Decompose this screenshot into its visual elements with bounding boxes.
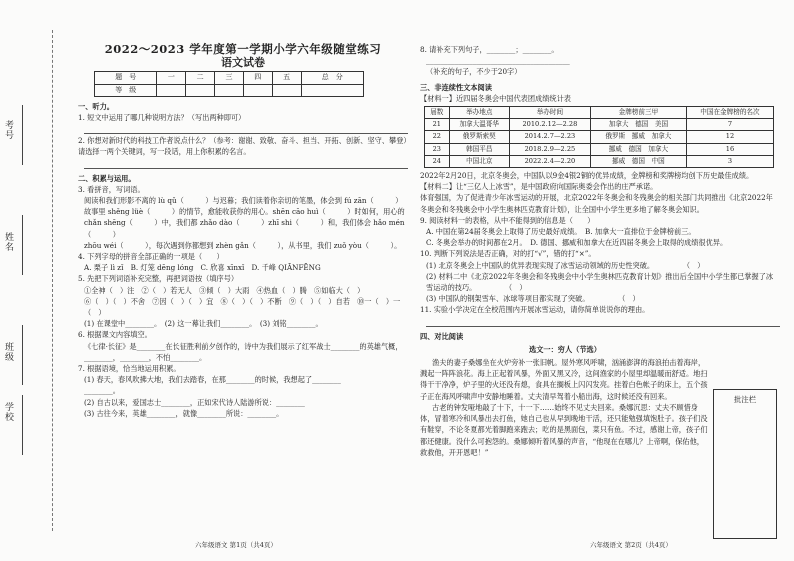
grade-cell[interactable] xyxy=(186,84,215,96)
question-10-item: (1) 北京冬奥会上中国队的优异表现实现了冰雪运动领域的历史性突破。 （ ） xyxy=(426,260,705,270)
question-5: 5. 先把下列词语补充完整，再把词语按（填序号） xyxy=(78,274,239,284)
table-header: 中国在金牌榜的名次 xyxy=(686,107,773,119)
question-9: 9. 阅读材料一的表格，从中不能得到的信息是（ ） xyxy=(420,215,595,225)
annotation-label: 批注栏 xyxy=(733,395,757,404)
table-cell: 24 xyxy=(425,155,450,167)
table-cell: 22 xyxy=(425,131,450,143)
question-10-item: (3) 中国队的钢架雪车、冰球等项目都实现了突破。 （ ） xyxy=(426,294,640,304)
table-cell: 23 xyxy=(425,143,450,155)
section-accumulation: 二、积累与运用。 xyxy=(78,173,136,183)
exam-title: 2022～2023 学年度第一学期小学六年级随堂练习 xyxy=(104,42,382,56)
paragraph-result: 2022年2月20日，北京冬奥会，中国队以9金4银2铜的优异成绩，金牌榜和奖牌榜均创下历史最佳成绩。 xyxy=(420,171,754,181)
page-footer-right: 六年级语文 第2页（共4页） xyxy=(590,541,672,549)
question-2: 2. 你想对新时代的科技工作者说点什么？（参考：谢谢、致敬、奋斗、担当、开拓、创新、坚守、攀登）请选择一两个关键词，写一段话，用上你积累的名言。 xyxy=(78,136,407,157)
question-7-text: (3) 古往今来，英雄________，就像________所说：________。 xyxy=(84,408,284,418)
question-10: 10. 判断下列说法是否正确，对的打“√”，错的打“×”。 xyxy=(420,249,596,259)
section-compare-reading: 四、对比阅读 xyxy=(420,331,464,341)
question-5-text: ⑥（ ）（ ）不舍 ⑦因（ ）（ ）宜 ⑧（ ）（ ）不断 ⑨（ ）（ ）自若 ⑩一（ ）一（ ） xyxy=(84,296,401,318)
question-9-options: C. 冬奥会举办的时间都在2月。 D. 德国、挪威和加拿大在近四届冬奥会上取得的成绩很优异。 xyxy=(426,238,728,248)
school-field[interactable] xyxy=(22,395,23,455)
table-cell: 2018.2.9—2.25 xyxy=(509,143,590,155)
question-3-text: zhōu wéi（ ），每次遇到你都想到 zhèn gǎn（ ），从书里，我们 zuǒ yòu（ ）。 xyxy=(84,240,402,250)
table-cell: 俄罗斯索契 xyxy=(449,131,509,143)
paragraph-plan: 体育强国，为了促进青少年冰雪运动的开展，北京2022年冬奥会和冬残奥会的相关部门共同推出《北京2022年冬奥会和冬残奥会中小学生奥林匹克教育计划》，让全国中小学生更多地了解冬奥会知识。 xyxy=(420,193,773,214)
score-header-cell: 三 xyxy=(215,72,244,84)
question-8: 8. 请补充下列句子，________；________。 xyxy=(420,45,559,54)
question-7-text: (1) 春天，春风吹拂大地，我们去踏春，在那________的时候，我想起了________ xyxy=(84,375,341,385)
table-cell: 7 xyxy=(686,119,773,131)
score-header-cell: 二 xyxy=(186,72,215,84)
question-4: 4. 下列字母的拼音全部正确的一项是（ ） xyxy=(78,252,224,262)
essay-paragraph: 渔夫的妻子桑娜坐在火炉旁补一张旧帆。屋外寒风呼啸，汹涌澎湃的海浪拍击着海岸，溅起一阵阵浪花。海上正起着风暴，外面又黑又冷，这间渔家的小屋里却温暖而舒适。地扫得干干净净，炉子里的火还没有熄，食具在搁板上闪闪发亮。挂着白色帐子的床上，五个孩子正在海风呼啸声中安静地睡着。丈夫清早驾着小船出海，这时候还没有回来。 xyxy=(420,358,708,401)
table-header: 金牌榜前三甲 xyxy=(590,107,686,119)
score-header-cell: 总 分 xyxy=(301,72,364,84)
question-3-text: 故事里 shěng lüè（ ）的情节，愈能收获你的用心。shēn cāo huì（ ）时如何，用心的 xyxy=(84,207,405,217)
material-2-title: 【材料二】让“三亿人上冰雪”，是中国政府向国际奥委会作出的庄严承诺。 xyxy=(420,182,658,192)
grade-cell[interactable] xyxy=(272,84,301,96)
table-cell: 加拿大 德国 美国 xyxy=(590,119,686,131)
score-header-cell: 一 xyxy=(157,72,186,84)
table-cell: 韩国平昌 xyxy=(449,143,509,155)
question-5-text: ①全神（ ）注 ②（ ）若无人 ③倾（ ）大雨 ④热血（ ）腾 ⑤如临大（ ） xyxy=(84,285,365,295)
section-nonfiction: 三、非连续性文本阅读 xyxy=(420,82,492,92)
essay-paragraph: 古老的钟发哑地敲了十下，十一下……始终不见丈夫回来。桑娜沉思：丈夫不顾惜身体，冒着寒冷和风暴出去打鱼，她自己也从早到晚地干活，还只能勉强填饱肚子。孩子们没有鞋穿，不论冬夏都光着脚跑来跑去；吃的是黑面包，菜只有鱼。不过，感谢上帝，孩子们都还健康。没什么可抱怨的。桑娜倾听着风暴的声音，“他现在在哪儿？上帝啊，保佑他，救救他，开开恩吧！” xyxy=(420,402,708,457)
table-cell: 2014.2.7—2.23 xyxy=(509,131,590,143)
essay-title: 选文一：穷人（节选） xyxy=(529,344,601,354)
annotation-box[interactable] xyxy=(713,389,777,539)
question-10-item: (2) 材料二中《北京2022年冬奥会和冬残奥会中小学生奥林匹克教育计划》推出后全国中小学生都已掌握了冰雪运动的技巧。 （ ） xyxy=(426,271,774,293)
label-exam-number: 考号 xyxy=(3,120,13,140)
grade-cell[interactable] xyxy=(215,84,244,96)
table-cell: 2010.2.12—2.28 xyxy=(509,119,590,131)
question-1: 1. 短文中运用了哪几种说明方法？（写出两种即可） xyxy=(78,113,246,123)
name-field[interactable] xyxy=(22,215,23,275)
question-5-text: (1) 在课堂中________。 (2) 这一幕让我们________。 (3) 刘铭________。 xyxy=(84,319,323,329)
question-7-text: (2) 自古以来，爱国志士________，正如宋代诗人陆游所说：________ xyxy=(84,397,305,407)
score-header-cell: 四 xyxy=(243,72,272,84)
table-row xyxy=(425,119,774,131)
olympics-table xyxy=(424,106,774,168)
exam-subtitle: 语文试卷 xyxy=(221,56,265,70)
question-8-note: （补充的句子，不少于20字） xyxy=(426,67,522,77)
class-field[interactable] xyxy=(22,325,23,385)
question-11: 11. 实验小学决定在全校范围内开展冰雪运动，请你简单说说你的理由。 xyxy=(420,305,650,315)
table-row xyxy=(425,143,774,155)
answer-line[interactable] xyxy=(84,124,408,134)
grade-cell[interactable] xyxy=(301,84,364,96)
table-cell: 12 xyxy=(686,131,773,143)
exam-number-field[interactable] xyxy=(22,105,23,165)
table-header: 举办地点 xyxy=(449,107,509,119)
label-class: 班级 xyxy=(3,342,13,362)
answer-line[interactable] xyxy=(426,317,780,327)
score-header-cell: 五 xyxy=(272,72,301,84)
table-header: 届数 xyxy=(425,107,450,119)
table-cell: 2022.2.4—2.20 xyxy=(509,155,590,167)
page-footer-left: 六年级语文 第1页（共4页） xyxy=(195,541,277,549)
label-school: 学校 xyxy=(3,402,13,422)
question-4-options: A. 栗子 lì zǐ B. 灯笼 dēng lóng C. 欣喜 xīnxǐ D. 千峰 QIĀNFĒNG xyxy=(84,263,321,273)
question-3: 3. 看拼音，写词语。 xyxy=(78,184,145,194)
table-cell: 16 xyxy=(686,143,773,155)
score-header-cell: 题 号 xyxy=(95,72,157,84)
question-6-text: 《七律·长征》是________在长征胜利前夕创作的，诗中为我们展示了红军战士________的英雄气概，________，________，不怕________。 xyxy=(84,341,403,362)
question-9-options: A. 中国在第24届冬奥会上取得了历史最好成绩。 B. 加拿大一直排位于金牌榜前三。 xyxy=(426,227,696,237)
table-cell: 挪威 德国 加拿大 xyxy=(590,143,686,155)
table-cell: 中国北京 xyxy=(449,155,509,167)
material-1-title: 【材料一】近四届冬奥会中国代表团成绩统计表 xyxy=(420,93,571,103)
question-7-text: ________。 xyxy=(84,386,120,396)
grade-cell[interactable] xyxy=(243,84,272,96)
grade-cell[interactable] xyxy=(157,84,186,96)
label-name: 姓名 xyxy=(3,232,13,252)
table-header: 举办时间 xyxy=(509,107,590,119)
section-listening: 一、听力。 xyxy=(78,101,114,111)
table-cell: 加拿大温哥华 xyxy=(449,119,509,131)
left-column xyxy=(78,44,408,419)
table-cell: 挪威 德国 中国 xyxy=(590,155,686,167)
binding-dashed-line xyxy=(52,30,53,531)
score-table xyxy=(94,71,364,96)
question-6: 6. 根据课文内容填空。 xyxy=(78,330,152,340)
binding-strip xyxy=(0,0,70,561)
table-row xyxy=(425,131,774,143)
table-cell: 3 xyxy=(686,155,773,167)
table-cell: 俄罗斯 挪威 加拿大 xyxy=(590,131,686,143)
question-3-text: chǎn shēng（ ）中，我们都 zhǎo dào（ ）zhī shi（ ）和，我们体会 hǎo mén（ ） xyxy=(84,218,405,239)
question-7: 7. 根据语境，恰当地运用积累。 xyxy=(78,364,181,374)
grade-label-cell: 等 级 xyxy=(95,84,157,96)
question-8-text: ________________________________________ xyxy=(426,56,570,66)
question-3-text: 阅读和我们形影不离的 lù qǔ（ ）与迟暮；我们读着你亲切的笔墨，体会到 fú zān（ ） xyxy=(84,196,403,206)
table-row xyxy=(425,155,774,167)
table-cell: 21 xyxy=(425,119,450,131)
answer-line[interactable] xyxy=(84,159,408,169)
